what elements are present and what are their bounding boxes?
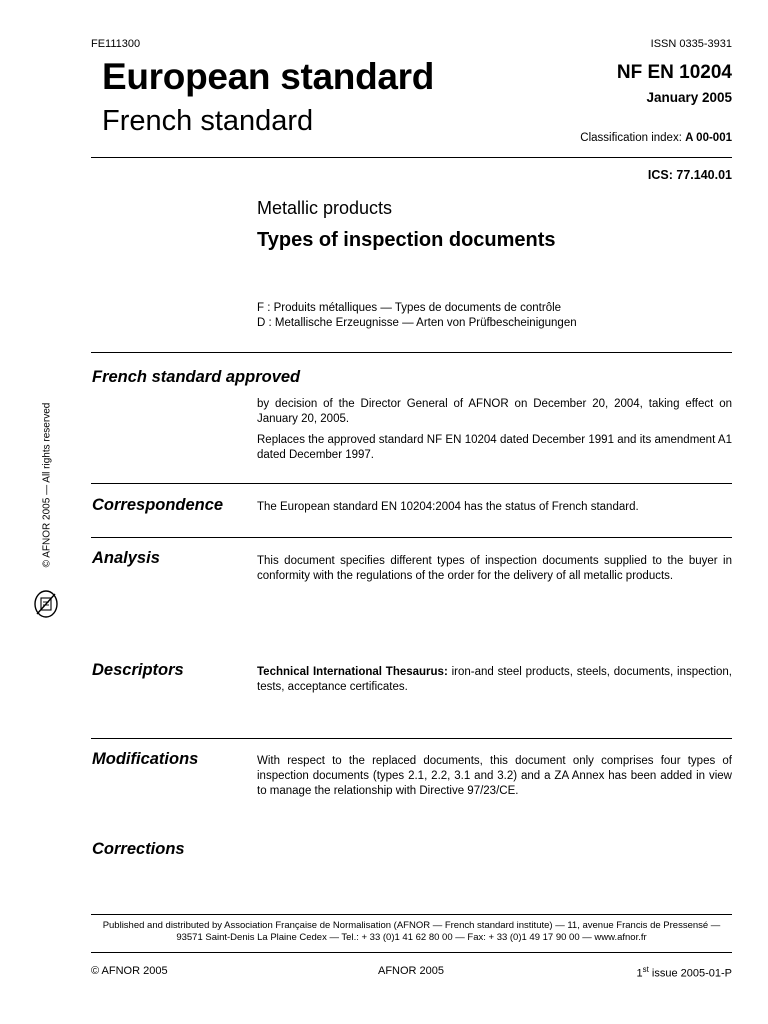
publisher-info: [91, 920, 732, 944]
classification-index: [580, 132, 732, 144]
product-group: Metallic products: [257, 198, 393, 218]
issn-number: ISSN 0335-3931: [650, 38, 732, 50]
no-photocopy-icon: [33, 589, 59, 619]
approved-replaces-text: Replaces the approved standard NF EN 10204 dated December 1991 and its amendment A1 dated December 1997.: [257, 434, 732, 461]
modifications-heading: Modifications: [92, 750, 199, 768]
correspondence-text: The European standard EN 10204:2004 has the status of French standard.: [257, 501, 639, 513]
classification-value: A 00-001: [685, 132, 732, 144]
analysis-heading: Analysis: [92, 549, 160, 567]
thesaurus-label: Technical International Thesaurus:: [257, 666, 448, 678]
standard-date: January 2005: [646, 90, 732, 105]
document-reference: FE111300: [91, 38, 141, 50]
header-divider: [91, 157, 732, 158]
analysis-text: This document specifies different types of inspection documents supplied to the buyer in conformity with the regulations of the order for the delivery of all metallic products.: [257, 555, 732, 582]
ics-code: ICS: 77.140.01: [647, 168, 732, 182]
copyright-sidebar: [38, 400, 56, 570]
descriptors-body: [257, 665, 732, 695]
subtitle: French standard: [102, 105, 314, 137]
publisher-line-1: Published and distributed by Association Française de Normalisation (AFNOR — French standard institute) — 11, avenue Francis de Pressensé —: [102, 920, 721, 931]
issue-number: 1: [636, 967, 643, 980]
issue-superscript: st: [642, 965, 649, 974]
standard-number: NF EN 10204: [616, 62, 732, 83]
modifications-text: With respect to the replaced documents, this document only comprises four types of inspection documents (types 2.1, 2.2, 3.1 and 3.2) and a ZA Annex has been added in view to manage the relationship with Directive 97/23/CE.: [257, 755, 732, 797]
footer-divider: [91, 914, 732, 915]
corrections-heading: Corrections: [92, 840, 185, 858]
publisher-line-2: 93571 Saint-Denis La Plaine Cedex — Tel.: + 33 (0)1 41 62 80 00 — Fax: + 33 (0)1 49 17 90 00 — www.afnor.fr: [176, 932, 647, 943]
document-title: Types of inspection documents: [257, 229, 556, 251]
correspondence-heading: Correspondence: [92, 496, 224, 514]
footer-center: AFNOR 2005: [378, 965, 445, 977]
approved-heading: French standard approved: [92, 368, 301, 386]
descriptors-text: iron-and steel products, steels, documents, inspection, tests, acceptance certificates.: [257, 666, 733, 693]
section-divider: [91, 738, 732, 739]
approved-decision-text: by decision of the Director General of AFNOR on December 20, 2004, taking effect on January 20, 2005.: [257, 398, 732, 425]
main-title: European standard: [102, 56, 435, 97]
section-divider: [91, 483, 732, 484]
descriptors-heading: Descriptors: [92, 661, 184, 679]
approved-body: [257, 397, 732, 463]
footer-copyright: © AFNOR 2005: [91, 965, 168, 977]
copyright-sidebar-text: © AFNOR 2005 — All rights reserved: [41, 402, 53, 568]
issue-text: issue 2005-01-P: [648, 967, 732, 980]
issue-info: [636, 965, 732, 980]
translation-french: F : Produits métalliques — Types de documents de contrôle: [257, 302, 562, 314]
classification-label: Classification index:: [580, 132, 682, 144]
section-divider: [91, 352, 732, 353]
translation-german: D : Metallische Erzeugnisse — Arten von Prüfbescheinigungen: [257, 317, 577, 329]
section-divider: [91, 537, 732, 538]
footer-divider: [91, 952, 732, 953]
